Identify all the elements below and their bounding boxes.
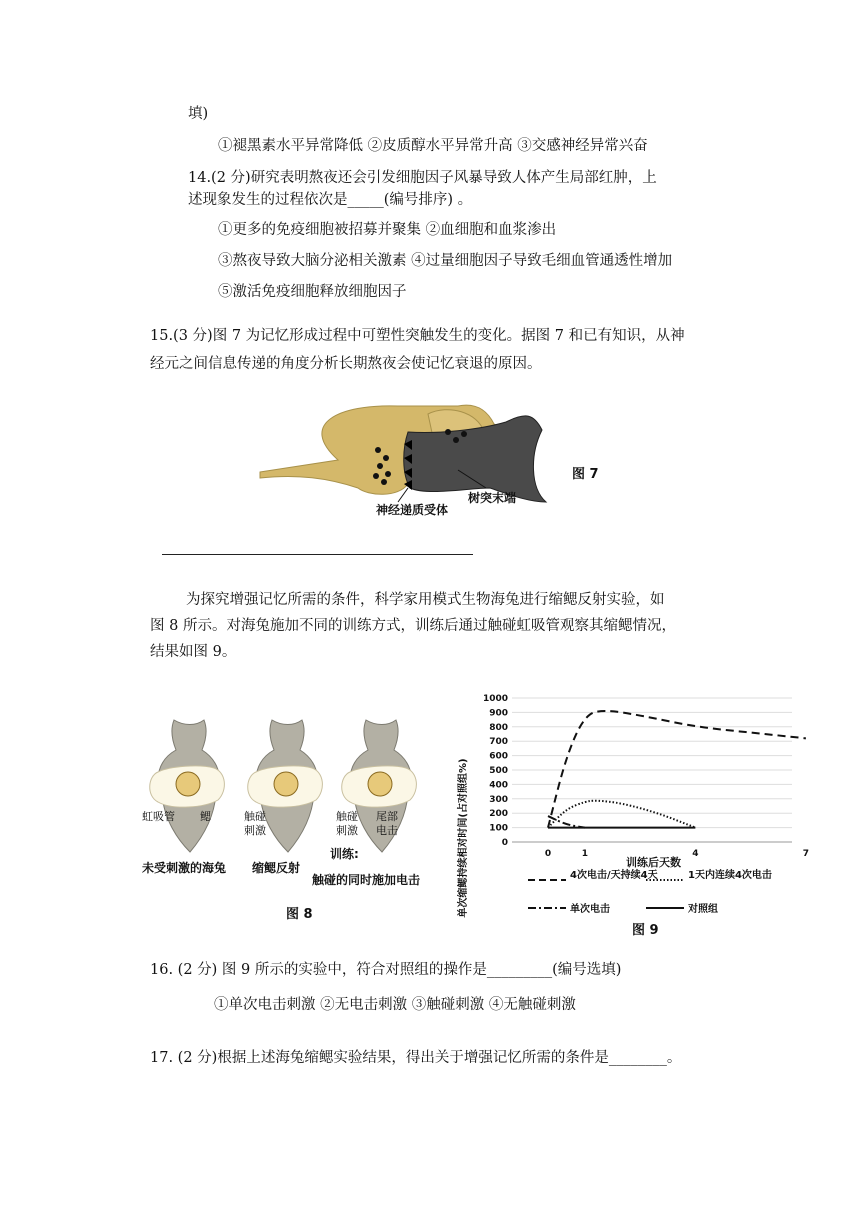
sub-caption-2: 缩鳃反射 [252,861,301,875]
sub-caption-3a: 训练: [330,847,359,861]
y-tick-labels [483,694,508,848]
y-tick-label: 900 [489,708,508,719]
sub-caption-3b: 触碰的同时施加电击 [312,873,421,887]
x-tick-label: 1 [581,849,588,859]
touch-label-1: 触碰 [244,810,266,823]
options-line: ③熬夜导致大脑分泌相关激素 ④过量细胞因子导致毛细血管通透性增加 [218,253,673,269]
tail-label: 尾部 [376,810,398,823]
options-line: ①更多的免疫细胞被招募并聚集 ②血细胞和血浆渗出 [218,222,557,238]
chart-grid [512,698,792,842]
intro-paragraph-line3: 结果如图 9。 [150,644,237,660]
y-tick-label: 1000 [482,694,508,704]
question-17: 17. (2 分)根据上述海兔缩鳃实验结果，得出关于增强记忆所需的条件是________。 [150,1050,682,1066]
intro-paragraph-line1: 为探究增强记忆所需的条件，科学家用模式生物海兔进行缩鳃反射实验，如 [186,592,665,608]
y-tick-label: 200 [489,809,508,820]
siphon-label: 虹吸管 [142,810,175,823]
chart-legend [528,868,772,915]
x-axis-label: 训练后天数 [626,856,681,869]
intro-paragraph-line2: 图 8 所示。对海兔施加不同的训练方式，训练后通过触碰虹吸管观察其缩鳃情况， [150,618,676,634]
legend-label-series-1: 4次电击/天持续4天 [570,870,658,881]
stim-label-1: 刺激 [244,824,266,837]
x-tick-label: 0 [544,849,552,859]
question-15-line1: 15.(3 分)图 7 为记忆形成过程中可塑性突触发生的变化。据图 7 和已有知识，从神 [150,328,685,344]
legend-label-series-2: 1天内连续4次电击 [688,870,772,881]
receptor-label: 神经递质受体 [376,503,449,517]
stim-label-2: 刺激 [336,824,358,837]
figure-7-synapse [258,384,618,524]
question-14-line2: 述现象发生的过程依次是_____(编号排序) 。 [188,192,473,208]
y-tick-label: 0 [501,838,508,848]
sub-caption-1: 未受刺激的海兔 [142,861,227,875]
legend-label-series-3: 单次电击 [570,904,610,915]
options-line: ①褪黑素水平异常降低 ②皮质醇水平异常升高 ③交感神经异常兴奋 [218,138,648,154]
series-line-1 [548,711,806,828]
question-15-line2: 经元之间信息传递的角度分析长期熬夜会使记忆衰退的原因。 [150,356,542,372]
chart-series [548,711,806,828]
figure-8-caption: 图 8 [286,907,313,922]
figure-7-caption: 图 7 [572,467,599,482]
x-tick-label: 4 [692,849,699,859]
x-tick-label: 7 [802,849,810,859]
question-16: 16. (2 分) 图 9 所示的实验中，符合对照组的操作是_________(编号选填) [150,962,622,978]
y-axis-label: 单次缩鳃持续相对时间(占对照组%) [458,758,469,918]
y-tick-label: 600 [489,751,508,762]
y-tick-label: 400 [489,780,508,791]
figure-8-aplysia [140,700,440,940]
answer-line [162,554,473,555]
question-16-options: ①单次电击刺激 ②无电击刺激 ③触碰刺激 ④无触碰刺激 [214,997,576,1013]
options-line: ⑤激活免疫细胞释放细胞因子 [218,284,407,300]
y-tick-label: 700 [489,737,508,748]
touch-label-2: 触碰 [336,810,358,823]
figure-9-chart [446,690,810,940]
figure-9-caption: 图 9 [632,923,659,938]
legend-label-series-4: 对照组 [688,904,718,915]
aplysia-unstimulated [150,720,225,852]
y-tick-label: 100 [489,823,508,834]
text-line: 填) [188,106,209,122]
question-14-line1: 14.(2 分)研究表明熬夜还会引发细胞因子风暴导致人体产生局部红肿，上 [188,170,657,186]
y-tick-label: 300 [489,794,508,805]
y-tick-label: 500 [489,766,508,776]
series-line-2 [548,801,695,828]
shock-label: 电击 [376,824,398,837]
gill-label: 鳃 [200,810,211,823]
dendrite-label: 树突末端 [468,491,517,505]
y-tick-label: 800 [489,722,508,733]
